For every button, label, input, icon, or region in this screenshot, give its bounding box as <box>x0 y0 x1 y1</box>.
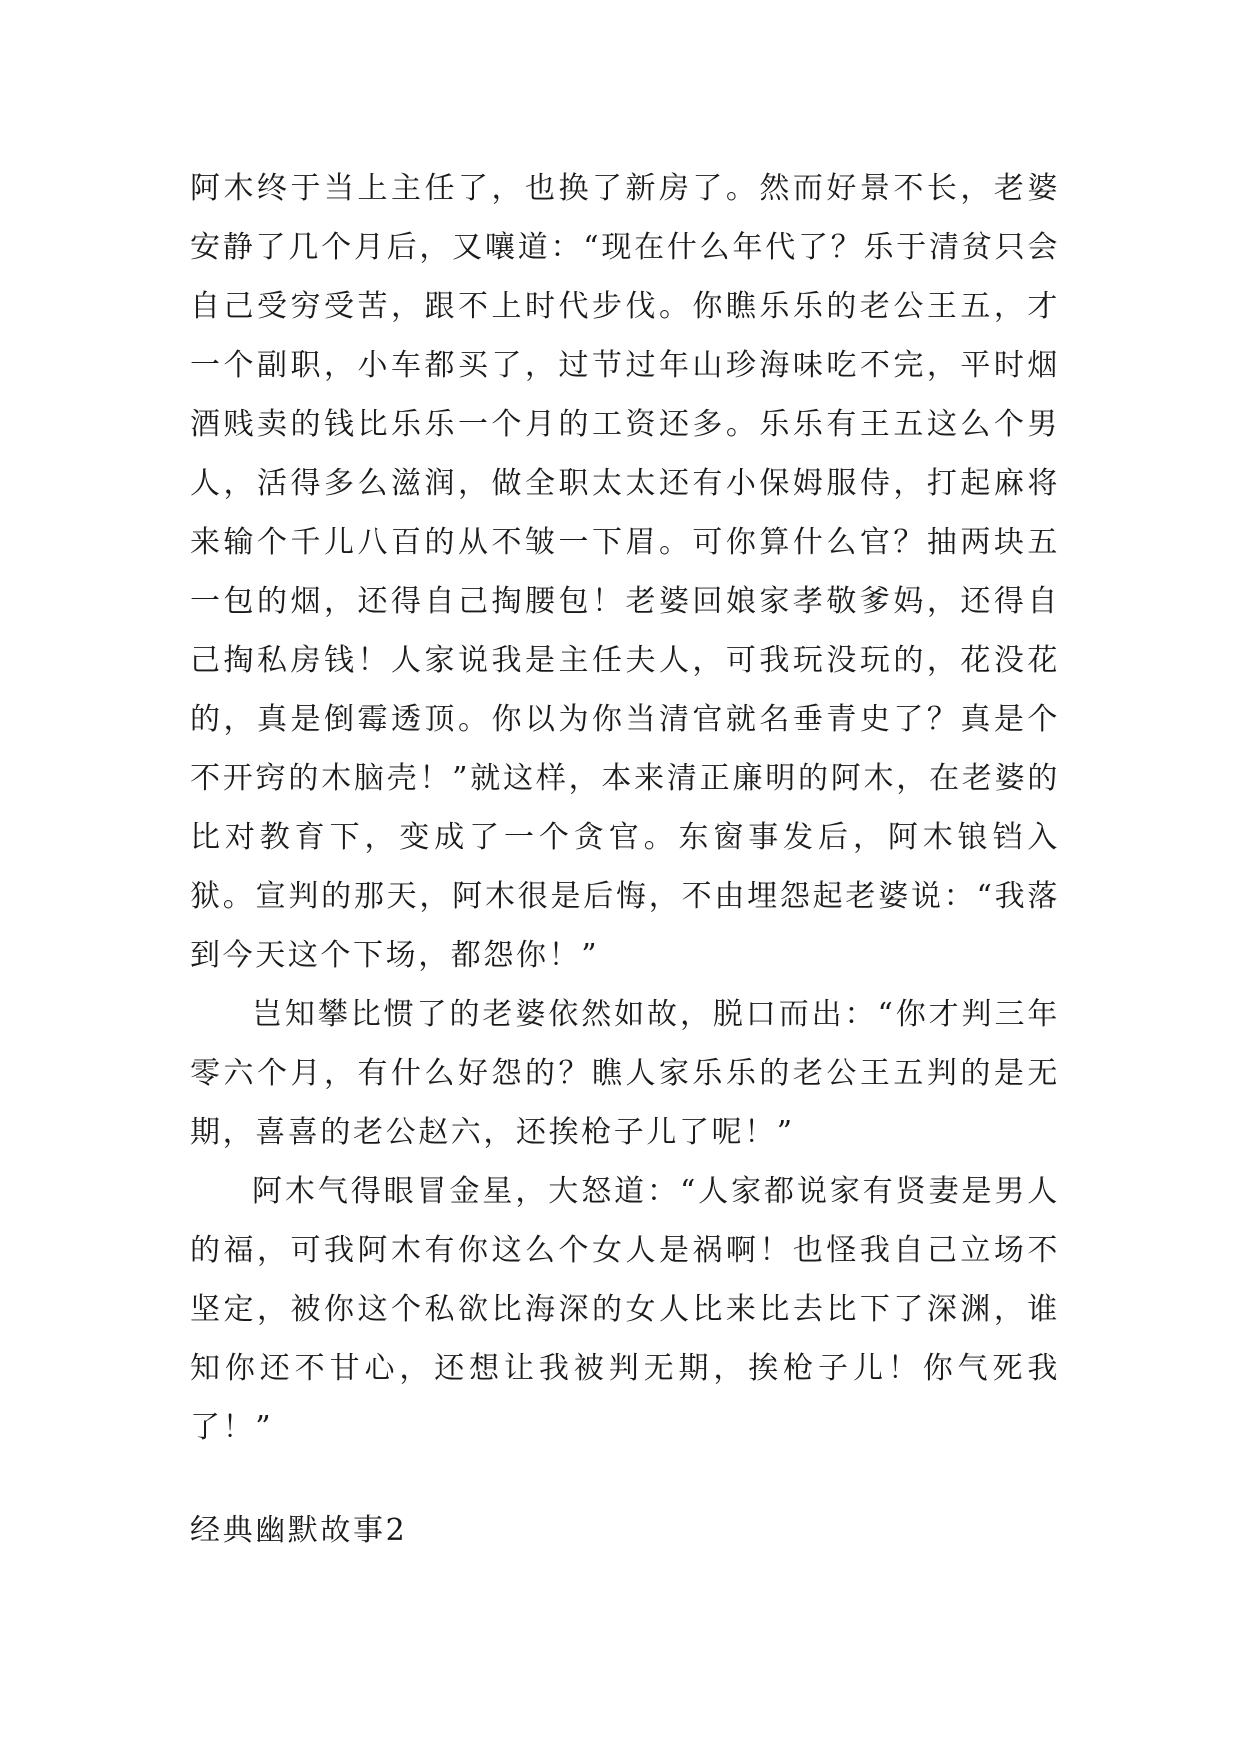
section-heading: 经典幽默故事2 <box>190 1513 408 1548</box>
paragraph-3: 阿木气得眼冒金星，大怒道：“人家都说家有贤妻是男人的福，可我阿木有你这么个女人是祸啊！也怪我自己立场不坚定，被你这个私欲比海深的女人比来比去比下了深渊，谁知你还不甘心，还想让我被判无期，挨枪子儿！你气死我了！” <box>190 1174 1060 1445</box>
paragraph-2: 岂知攀比惯了的老婆依然如故，脱口而出：“你才判三年零六个月，有什么好怨的？瞧人家乐乐的老公王五判的是无期，喜喜的老公赵六，还挨枪子儿了呢！” <box>190 997 1060 1150</box>
story-body <box>190 159 1060 1457</box>
paragraph-1: 阿木终于当上主任了，也换了新房了。然而好景不长，老婆安静了几个月后，又嚷道：“现在什么年代了？乐于清贫只会自己受穷受苦，跟不上时代步伐。你瞧乐乐的老公王五，才一个副职，小车都买了，过节过年山珍海味吃不完，平时烟酒贱卖的钱比乐乐一个月的工资还多。乐乐有王五这么个男人，活得多么滋润，做全职太太还有小保姆服侍，打起麻将来输个千儿八百的从不皱一下眉。可你算什么官？抽两块五一包的烟，还得自己掏腰包！老婆回娘家孝敬爹妈，还得自己掏私房钱！人家说我是主任夫人，可我玩没玩的，花没花的，真是倒霉透顶。你以为你当清官就名垂青史了？真是个不开窍的木脑壳！”就这样，本来清正廉明的阿木，在老婆的比对教育下，变成了一个贪官。东窗事发后，阿木锒铛入狱。宣判的那天，阿木很是后悔，不由埋怨起老婆说：“我落到今天这个下场，都怨你！” <box>190 171 1060 973</box>
